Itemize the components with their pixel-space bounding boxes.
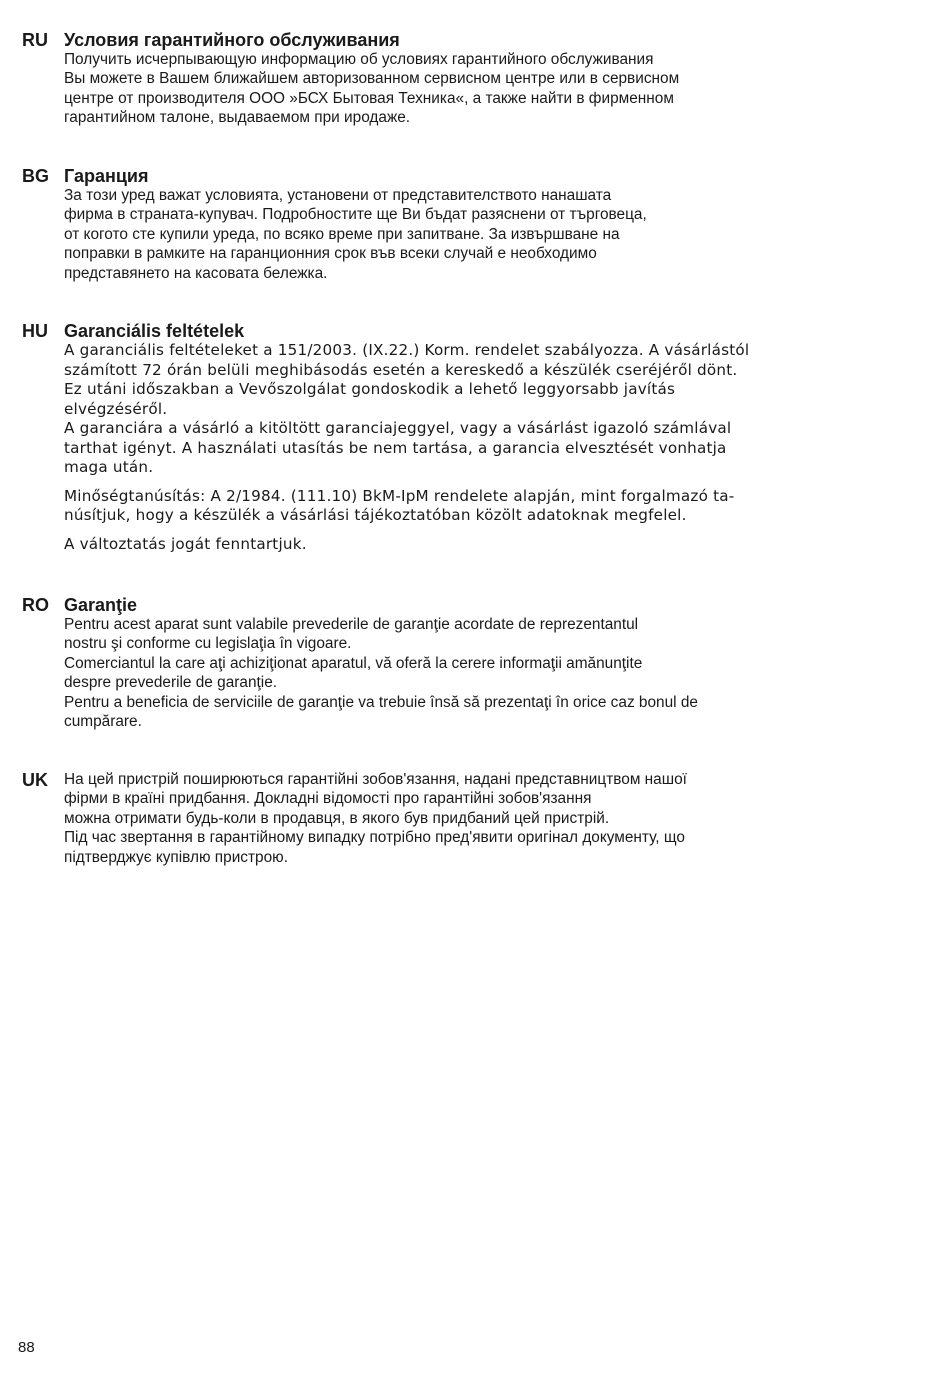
text-line: tarthat igényt. A használati utasítás be nem tartása, a garancia elvesztését vonhatja (64, 438, 727, 457)
text-line: despre prevederile de garanţie. (64, 674, 278, 692)
page-number: 88 (18, 1339, 35, 1356)
text-line: поправки в рамките на гаранционния срок във всеки случай е необходимо (64, 245, 597, 263)
text-line: A garanciális feltételeket a 151/2003. (IX.22.) Korm. rendelet szabályozza. A vásárlástól (64, 341, 750, 359)
text-line: Minőségtanúsítás: A 2/1984. (111.10) BkM-IpM rendelete alapján, mint forgalmazó ta- (64, 486, 735, 505)
section-title: Garanciális feltételek (64, 321, 245, 341)
text-line: представянето на касовата бележка. (64, 264, 328, 282)
language-code: HU (22, 321, 48, 341)
text-line: гарантийном талоне, выдаваемом при иродаже. (64, 109, 411, 127)
text-line: підтверджує купівлю пристрою. (64, 848, 288, 866)
paragraph-gap (64, 526, 784, 535)
section-content (64, 595, 784, 731)
text-line: elvégzéséről. (64, 399, 168, 418)
text-line: Comerciantul la care aţi achiziţionat aparatul, vă oferă la cerere informaţii amănunţite (64, 654, 643, 672)
section-content (64, 770, 784, 867)
text-line: A változtatás jogát fenntartjuk. (64, 534, 307, 553)
text-line: Вы можете в Вашем ближайшем авторизованном сервисном центре или в сервисном (64, 70, 680, 88)
language-code: RU (22, 30, 48, 50)
text-line: от когото сте купили уреда, по всяко време при запитване. За извършване на (64, 225, 620, 243)
language-code: BG (22, 166, 49, 186)
text-line: Получить исчерпывающую информацию об условиях гарантийного обслуживания (64, 51, 654, 68)
text-line: На цей пристрій поширюються гарантійні зобов'язання, надані представництвом нашої (64, 771, 687, 788)
section-title: Условия гарантийного обслуживания (64, 30, 400, 50)
text-line: За този уред важат условията, установени от представителството нанашата (64, 187, 612, 204)
text-line: Під час звертання в гарантійному випадку потрібно пред'явити оригінал документу, що (64, 829, 685, 847)
text-line: фірми в країні придбання. Докладні відомості про гарантійні зобов'язання (64, 790, 592, 808)
paragraph-gap (64, 478, 784, 487)
section-content (64, 30, 784, 128)
text-line: Pentru a beneficia de serviciile de garanţie va trebuie însă să prezentaţi în orice caz bonul de (64, 693, 698, 711)
text-line: A garanciára a vásárló a kitöltött garanciajeggyel, vagy a vásárlást igazoló számlával (64, 419, 732, 437)
section-content (64, 166, 784, 283)
text-line: núsítjuk, hogy a készülék a vásárlási tájékoztatóban közölt adatoknak megfelel. (64, 506, 687, 524)
text-line: можна отримати будь-коли в продавця, в якого був придбаний цей пристрій. (64, 809, 610, 827)
text-line: nostru şi conforme cu legislaţia în vigoare. (64, 635, 352, 653)
section-title: Garanţie (64, 595, 138, 615)
section-content (64, 321, 784, 554)
section-title: Гаранция (64, 166, 149, 186)
text-line: Pentru acest aparat sunt valabile prevederile de garanţie acordate de reprezentantul (64, 616, 639, 633)
text-line: maga után. (64, 458, 154, 476)
text-line: számított 72 órán belüli meghibásodás esetén a kereskedő a készülék cseréjéről dönt. (64, 360, 738, 379)
language-code: UK (22, 770, 48, 790)
text-line: центре от производителя ООО »БСХ Бытовая Техника«, а также найти в фирменном (64, 89, 674, 107)
text-line: фирма в страната-купувач. Подробностите ще Ви бъдат разяснени от търговеца, (64, 206, 647, 224)
language-code: RO (22, 595, 49, 615)
text-line: cumpărare. (64, 713, 142, 731)
text-line: Ez utáni időszakban a Vevőszolgálat gondoskodik a lehető leggyorsabb javítás (64, 380, 676, 398)
